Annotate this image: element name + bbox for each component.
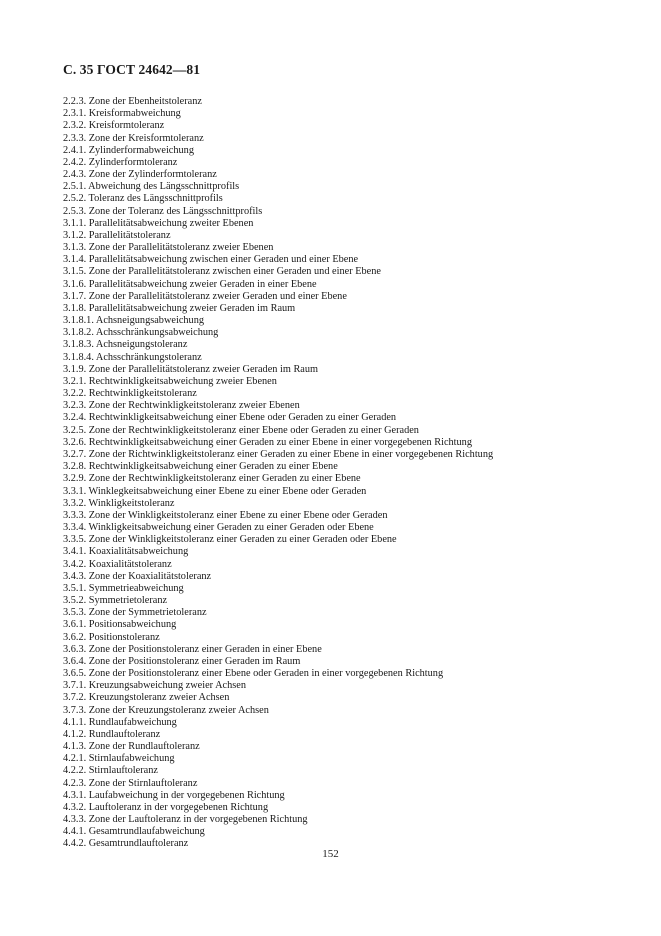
term-list-item: 2.2.3. Zone der Ebenheitstoleranz [63,96,202,107]
term-list-item: 3.1.1. Parallelitätsabweichung zweiter Ebenen [63,217,254,229]
term-list-item: 4.4.2. Gesamtrundlauftoleranz [63,838,189,850]
term-list-item: 3.5.3. Zone der Symmetrietoleranz [63,607,207,619]
term-list-item: 4.1.1. Rundlaufabweichung [63,716,177,728]
term-list-item: 3.1.8.2. Achsschränkungsabweichung [63,327,219,339]
term-list-item: 3.1.9. Zone der Parallelitätstoleranz zweier Geraden im Raum [63,363,319,375]
term-list-item: 2.4.1. Zylinderformabweichung [63,144,194,156]
term-list-item: 3.1.8.1. Achsneigungsabweichung [63,315,204,327]
page-header: С. 35 ГОСТ 24642—81 [63,62,201,77]
term-list-item: 3.6.1. Positionsabweichung [63,619,177,631]
term-list-item: 3.1.7. Zone der Parallelitätstoleranz zweier Geraden und einer Ebene [63,290,347,302]
term-list [63,96,493,851]
term-list-item: 3.2.5. Zone der Rechtwinkligkeitstoleranz einer Ebene oder Geraden zu einer Geraden [63,424,419,436]
term-list-item: 3.6.4. Zone der Positionstoleranz einer Geraden im Raum [63,655,301,667]
term-list-item: 3.2.8. Rechtwinkligkeitsabweichung einer Geraden zu einer Ebene [63,461,338,473]
term-list-item: 2.5.2. Toleranz des Längsschnittprofils [63,193,223,205]
term-list-item: 3.7.3. Zone der Kreuzungstoleranz zweier Achsen [63,704,269,716]
term-list-item: 3.1.2. Parallelitätstoleranz [63,229,171,241]
term-list-item: 3.1.6. Parallelitätsabweichung zweier Geraden in einer Ebene [63,278,317,290]
term-list-item: 3.2.4. Rechtwinkligkeitsabweichung einer Ebene oder Geraden zu einer Geraden [63,412,397,424]
term-list-item: 3.1.8. Parallelitätsabweichung zweier Geraden im Raum [63,302,296,314]
term-list-item: 3.5.1. Symmetrieabweichung [63,582,184,594]
term-list-item: 3.7.2. Kreuzungstoleranz zweier Achsen [63,692,230,704]
term-list-item: 3.2.1. Rechtwinkligkeitsabweichung zweier Ebenen [63,375,277,387]
term-list-item: 3.4.1. Koaxialitätsabweichung [63,546,189,558]
term-list-item: 4.3.2. Lauftoleranz in der vorgegebenen Richtung [63,801,269,813]
term-list-item: 3.1.4. Parallelitätsabweichung zwischen einer Geraden und einer Ebene [63,254,359,266]
term-list-item: 2.4.3. Zone der Zylinderformtoleranz [63,169,217,181]
term-list-item: 4.2.1. Stirnlaufabweichung [63,753,175,765]
term-list-item: 3.2.2. Rechtwinkligkeitstoleranz [63,388,197,400]
page-number: 152 [322,848,339,860]
term-list-item: 3.4.3. Zone der Koaxialitätstoleranz [63,570,212,582]
term-list-item: 2.3.3. Zone der Kreisformtoleranz [63,132,204,144]
term-list-item: 3.3.4. Winkligkeitsabweichung einer Geraden zu einer Geraden oder Ebene [63,522,374,534]
term-list-item: 3.1.5. Zone der Parallelitätstoleranz zwischen einer Geraden und einer Ebene [63,266,381,278]
term-list-item: 2.3.2. Kreisformtoleranz [63,120,165,132]
term-list-item: 4.2.2. Stirnlauftoleranz [63,765,158,777]
term-list-item: 3.5.2. Symmetrietoleranz [63,595,168,607]
term-list-item: 3.6.5. Zone der Positionstoleranz einer Ebene oder Geraden in einer vorgegebenen Richtung [63,668,444,680]
term-list-item: 2.5.1. Abweichung des Längsschnittprofils [63,181,240,193]
term-list-item: 4.4.1. Gesamtrundlaufabweichung [63,826,205,838]
term-list-item: 3.1.8.4. Achsschränkungstoleranz [63,351,202,363]
term-list-item: 4.1.3. Zone der Rundlauftoleranz [63,741,200,753]
term-list-item: 3.2.9. Zone der Rechtwinkligkeitstoleranz einer Geraden zu einer Ebene [63,473,361,485]
term-list-item: 3.3.1. Winklegkeitsabweichung einer Ebene zu einer Ebene oder Geraden [63,485,367,497]
term-list-item: 3.2.7. Zone der Richtwinkligkeitstoleranz einer Geraden zu einer Ebene in einer vorgegebenen Richtung [63,448,494,460]
term-list-item: 2.4.2. Zylinderformtoleranz [63,156,178,168]
term-list-item: 3.6.2. Positionstoleranz [63,631,160,643]
term-list-item: 4.1.2. Rundlauftoleranz [63,728,161,740]
term-list-item: 3.6.3. Zone der Positionstoleranz einer Geraden in einer Ebene [63,643,322,655]
term-list-item: 3.1.3. Zone der Parallelitätstoleranz zweier Ebenen [63,242,274,254]
term-list-item: 3.2.3. Zone der Rechtwinkligkeitstoleranz zweier Ebenen [63,400,300,412]
term-list-item: 4.3.3. Zone der Lauftoleranz in der vorgegebenen Richtung [63,814,308,826]
term-list-item: 3.3.5. Zone der Winkligkeitstoleranz einer Geraden zu einer Geraden oder Ebene [63,534,397,546]
term-list-item: 2.3.1. Kreisformabweichung [63,108,181,120]
term-list-item: 3.3.3. Zone der Winkligkeitstoleranz einer Ebene zu einer Ebene oder Geraden [63,509,388,521]
term-list-item: 2.5.3. Zone der Toleranz des Längsschnittprofils [63,205,263,217]
term-list-item: 3.2.6. Rechtwinkligkeitsabweichung einer Geraden zu einer Ebene in einer vorgegebenen Richtung [63,436,472,448]
term-list-item: 3.7.1. Kreuzungsabweichung zweier Achsen [63,680,246,692]
term-list-item: 4.2.3. Zone der Stirnlauftoleranz [63,777,198,789]
term-list-item: 4.3.1. Laufabweichung in der vorgegebenen Richtung [63,789,285,801]
term-list-item: 3.4.2. Koaxialitätstoleranz [63,558,172,570]
term-list-item: 3.1.8.3. Achsneigungstoleranz [63,339,188,351]
term-list-item: 3.3.2. Winkligkeitstoleranz [63,497,175,509]
